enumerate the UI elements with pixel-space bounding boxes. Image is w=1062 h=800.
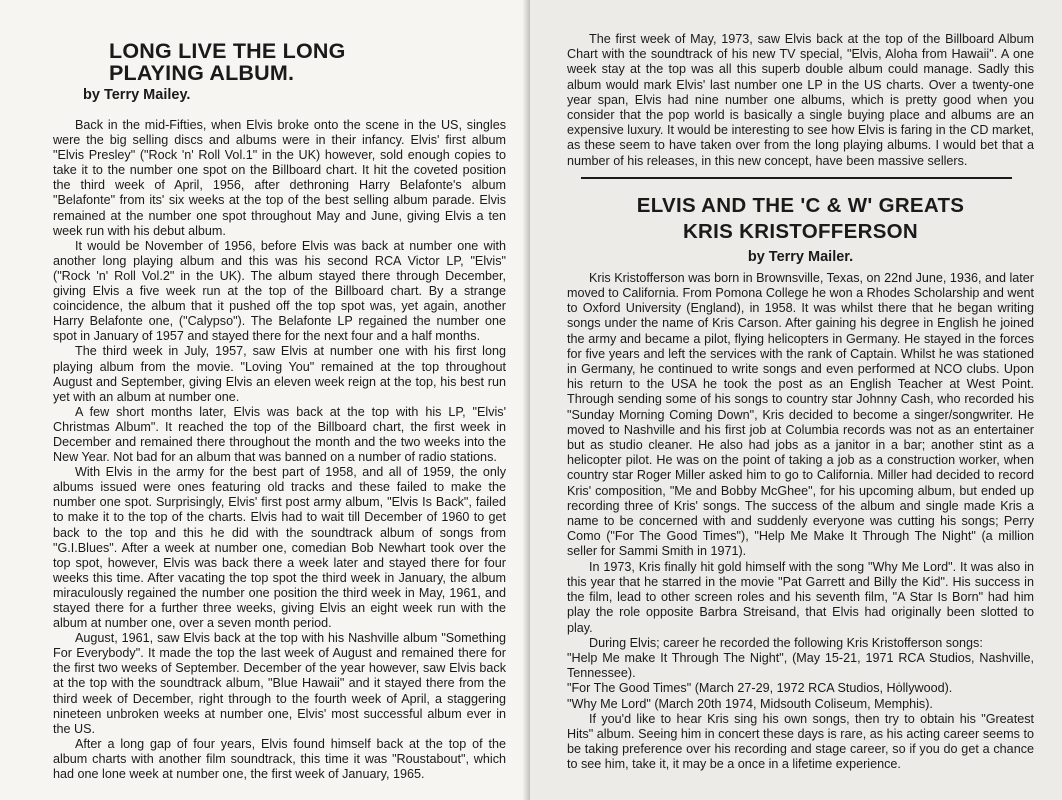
paragraph: A few short months later, Elvis was back at the top with his LP, "Elvis' Christmas Album". It reached the top of the Billboard chart, the first week in December and remained there throughout the month and the two weeks into the New Year. Not bad for an album that was banned on a number of radio stations. (53, 404, 506, 465)
paragraph: Back in the mid-Fifties, when Elvis broke onto the scene in the US, singles were the big selling discs and albums were in their infancy. Elvis' first album "Elvis Presley" ("Rock 'n' Roll Vol.1" in the UK) however, sold enough copies to take it to the number one spot on the Billboard chart. It hit the coveted position the third week of April, 1956, after dethroning Harry Belafonte's album "Belafonte" from its' six weeks at the top of the best selling album parade. Elvis remained at the number one spot throughout May and June, giving Elvis a ten week run with his debut album. (53, 118, 506, 238)
article-title (109, 40, 506, 84)
title-line-2: KRIS KRISTOFFERSON (682, 219, 919, 243)
right-page (530, 0, 1062, 800)
paragraph: In 1973, Kris finally hit gold himself with the song "Why Me Lord". It was also in this year that he starred in the movie "Pat Garrett and Billy the Kid". His success in the film, lead to other screen roles and his seventh film, "A Star Is Born" had him play the role opposite Barbra Streisand, that Elvis had originally been slotted to play. (567, 559, 1034, 635)
song-list (567, 651, 1034, 712)
paragraph: The third week in July, 1957, saw Elvis at number one with his first long playing album from the movie. "Loving You" remained at the top throughout August and September, giving Elvis an eleven week reign at the top, his best run yet with an album at number one. (53, 344, 506, 404)
article-byline: by Terry Mailey. (83, 87, 191, 103)
section-divider (581, 177, 1012, 179)
article-byline: by Terry Mailer. (747, 248, 854, 265)
paragraph: During Elvis; career he recorded the following Kris Kristofferson songs: (589, 635, 983, 650)
paragraph: After a long gap of four years, Elvis found himself back at the top of the album charts with another film soundtrack, this time it was "Roustabout", which had one lone week at number one, the first week of January, 1965. (53, 736, 506, 782)
song-item: "Why Me Lord" (March 20th 1974, Midsouth Coliseum, Memphis). (567, 696, 933, 711)
paragraph: It would be November of 1956, before Elvis was back at number one with another long playing album and this was his second RCA Victor LP, "Elvis" ("Rock 'n' Roll Vol.2" in the UK). The album stayed there through December, giving Elvis a five week run at the top of the Billboard chart. By a strange coincidence, the album that it pushed off the top spot was, yet again, another Harry Belafonte one, ("Calypso"). The Belafonte LP regained the number one spot in January of 1957 and stayed there for the next four and a half months. (53, 238, 506, 344)
continuation-body (567, 32, 1034, 169)
paragraph: August, 1961, saw Elvis back at the top with his Nashville album "Something For Everybody". It made the top the last week of August and remained there for the first two weeks of September. December of the year however, saw Elvis back at the top with the soundtrack album, "Blue Hawaii" and it stayed there from the third week of December, right through to the fourth week of April, a staggering nineteen unbroken weeks at number one, Elvis' most successful album ever in the US. (53, 631, 506, 736)
article-body (53, 118, 506, 782)
left-page (0, 0, 530, 800)
title-line-2: PLAYING ALBUM. (109, 61, 295, 85)
song-item: "For The Good Times" (March 27-29, 1972 RCA Studios, Hȯllywood). (567, 681, 953, 696)
article-body (567, 271, 1034, 773)
paragraph: The first week of May, 1973, saw Elvis back at the top of the Billboard Album Chart with the soundtrack of his new TV special, "Elvis, Aloha from Hawaii". A one week stay at the top was all this superb double album could manage. Sadly this album would mark Elvis' last number one LP in the US charts. Over a twenty-one year span, Elvis had nine number one albums, which is pretty good when you consider that the pop world is basically a single buying place and albums are an expensive luxury. It would be interesting to see how Elvis is faring in the CD market, as these seem to have taken over from the long playing albums. I would bet that a number of his releases, in this new concept, have been massive sellers. (567, 32, 1034, 168)
article-title (567, 193, 1034, 245)
title-line-1: ELVIS AND THE 'C & W' GREATS (636, 193, 965, 217)
paragraph: If you'd like to hear Kris sing his own songs, then try to obtain his "Greatest Hits" album. Seeing him in concert these days is rare, as his acting career seems to be taking preference over his recording and stage career, so if you do get a chance to see him, take it, it may be a once in a lifetime experience. (567, 711, 1034, 772)
paragraph: Kris Kristofferson was born in Brownsville, Texas, on 22nd June, 1936, and later moved to California. From Pomona College he won a Rhodes Scholarship and went to Oxford University (England), in 1958. It was whilst there that he began writing songs under the name of Kris Carson. After gaining his degree in English he joined the army and became a pilot, flying helicopters in Germany. He stayed in the forces for five years and left the services with the rank of Captain. Whilst he was stationed in Germany, he continued to write songs and even performed at NCO clubs. Upon his return to the USA he took the post as an English Teacher at West Point. Through sending some of his songs to country star Johnny Cash, who recorded his "Sunday Morning Coming Down", Kris decided to become a singer/songwriter. He moved to Nashville and his first job at Columbia records was not as an entertainer but as studio cleaner. He also had jobs as a janitor in a bar; another stint as a helicopter pilot. He was on the point of taking a job as a construction worker, when country star Roger Miller asked him to go to California. Miller had decided to record Kris' composition, "Me and Bobby McGhee", for his upcoming album, but ended up recording three of Kris' songs. The success of the album and single made Kris a name to be concerned with and suddenly everyone was cutting his songs; Perry Como ("For The Good Times"), "Help Me Make It Through The Night" (a million seller for Sammi Smith in 1971). (567, 270, 1034, 559)
title-line-1: LONG LIVE THE LONG (109, 39, 346, 63)
paragraph: With Elvis in the army for the best part of 1958, and all of 1959, the only albums issued were ones featuring old tracks and these failed to make the number one spot. Surprisingly, Elvis' first post army album, "Elvis Is Back", failed to make it to the top of the charts. Elvis had to wait till December of 1960 to get back to the top and this he did with the soundtrack album of songs from "G.I.Blues". After a week at number one, comedian Bob Newhart took over the top spot, however, Elvis was back there a week later and stayed there for four weeks this time. After vacating the top spot the third week in January, the album miraculously regained the number one position the third week in May, 1961, and stayed there for a further three weeks, giving Elvis an eight week run with the album at number one, over a seven month period. (53, 465, 506, 631)
song-item: "Help Me make It Through The Night", (May 15-21, 1971 RCA Studios, Nashville, Tennessee). (567, 650, 1034, 681)
